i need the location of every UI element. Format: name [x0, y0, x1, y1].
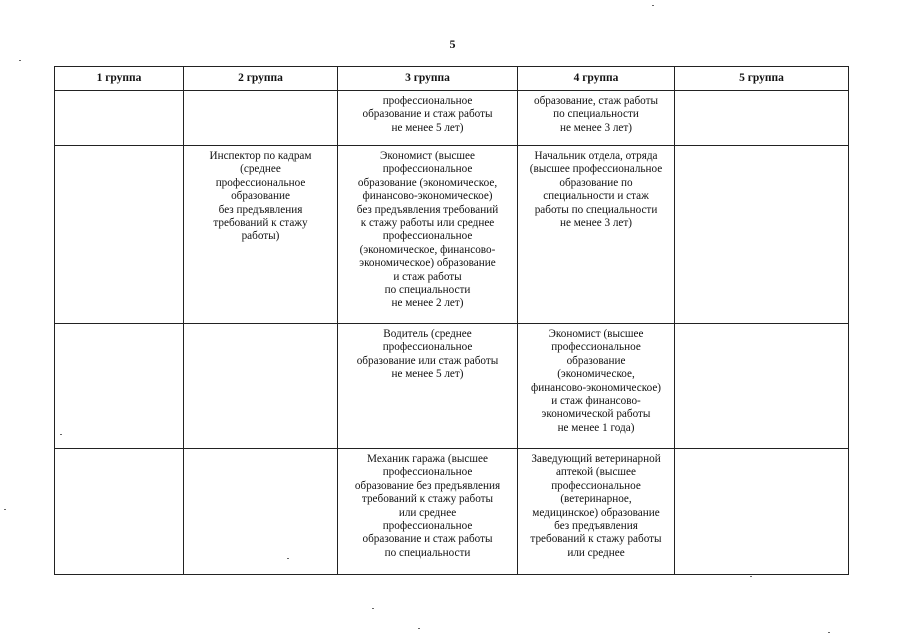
- table-cell: [55, 449, 184, 575]
- table-row: [55, 449, 849, 575]
- table-cell: [675, 449, 849, 575]
- table-cell: [338, 449, 518, 575]
- cell-text: Начальник отдела, отряда (высшее профессиональное образование по специальности и стаж работы по специальности не менее 3 лет): [529, 150, 663, 230]
- cell-text: профессиональное образование и стаж работы не менее 5 лет): [362, 95, 493, 134]
- table-cell: [338, 146, 518, 324]
- page-number: 5: [449, 37, 456, 51]
- cell-text: Механик гаража (высшее профессиональное образование без предъявления требований к стажу работы или среднее профессиональное образование и стаж работы по специальности: [354, 453, 501, 559]
- table-cell: [184, 91, 338, 146]
- scan-speck: [418, 628, 420, 629]
- table-cell: [55, 146, 184, 324]
- cell-text: Водитель (среднее профессиональное образование или стаж работы не менее 5 лет): [356, 328, 499, 381]
- scan-speck: [652, 5, 654, 6]
- scan-speck: [287, 558, 289, 559]
- table-cell: [184, 146, 338, 324]
- cell-text: Заведующий ветеринарной аптекой (высшее профессиональное (ветеринарное, медицинское) образование без предъявления требований к стажу работы или среднее: [530, 453, 662, 559]
- scan-speck: [60, 434, 62, 435]
- header-group-3: 3 группа: [338, 67, 518, 91]
- cell-text: Экономист (высшее профессиональное образование (экономическое, финансово-экономическое) и стаж финансово- экономической работы не менее 1 года): [530, 328, 662, 434]
- cell-text: Инспектор по кадрам (среднее профессиональное образование без предъявления требований к стажу работы): [209, 150, 312, 243]
- table-row: [55, 146, 849, 324]
- table-cell: [518, 324, 675, 449]
- cell-text: [56, 146, 182, 150]
- scan-speck: [4, 509, 6, 510]
- cell-text: Экономист (высшее профессиональное образование (экономическое, финансово-экономическое) без предъявления требований к стажу работы или среднее профессиональное (экономическое, финансово- экономическое) образование и стаж работы по специальности не менее 2 лет): [356, 150, 499, 310]
- cell-text: [676, 91, 847, 95]
- table-cell: [55, 324, 184, 449]
- table-cell: [184, 449, 338, 575]
- table-cell: [184, 324, 338, 449]
- cell-text: [56, 91, 182, 95]
- cell-text: [185, 324, 336, 328]
- table-row: [55, 91, 849, 146]
- table-cell: [55, 91, 184, 146]
- table-cell: [338, 324, 518, 449]
- table-cell: [518, 146, 675, 324]
- cell-text: [56, 324, 182, 328]
- cell-text: [56, 449, 182, 453]
- table-cell: [675, 146, 849, 324]
- header-group-5: 5 группа: [675, 67, 849, 91]
- scan-speck: [750, 576, 752, 577]
- header-group-4: 4 группа: [518, 67, 675, 91]
- table-row: [55, 324, 849, 449]
- cell-text: [676, 146, 847, 150]
- scan-speck: [372, 608, 374, 609]
- header-group-1: 1 группа: [55, 67, 184, 91]
- table-cell: [518, 91, 675, 146]
- cell-text: [185, 449, 336, 453]
- table-header-row: [55, 67, 849, 91]
- table-cell: [675, 324, 849, 449]
- table-cell: [338, 91, 518, 146]
- table-cell: [518, 449, 675, 575]
- cell-text: образование, стаж работы по специальности не менее 3 лет): [533, 95, 658, 134]
- table-cell: [675, 91, 849, 146]
- cell-text: [676, 324, 847, 328]
- cell-text: [676, 449, 847, 453]
- header-group-2: 2 группа: [184, 67, 338, 91]
- scan-speck: [828, 632, 830, 633]
- scan-speck: [19, 60, 21, 61]
- qualification-groups-table: [54, 66, 849, 575]
- cell-text: [185, 91, 336, 95]
